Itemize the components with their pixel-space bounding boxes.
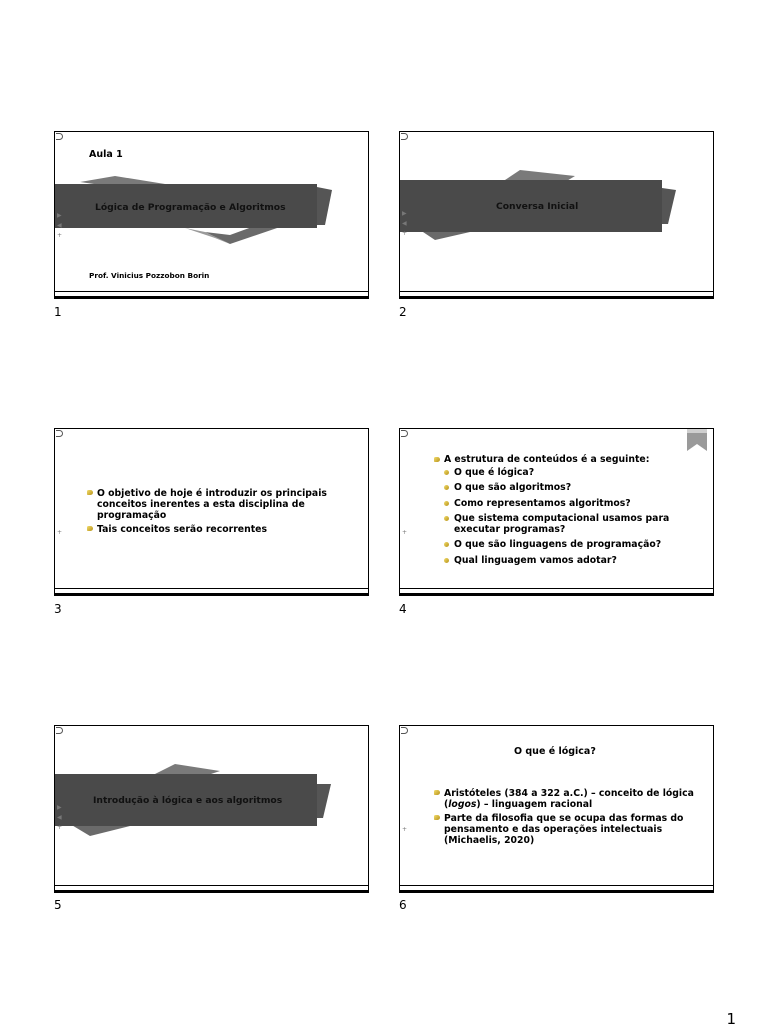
nav-mark-icon: + [402,826,408,833]
list-item: Como representamos algoritmos? [444,499,694,510]
list-item: Qual linguagem vamos adotar? [444,556,694,567]
banner-title: Conversa Inicial [496,201,579,212]
bullet-list [434,788,694,849]
bullet-icon [434,815,440,820]
bullet-icon [87,490,93,495]
bullet-icon [444,470,449,475]
bullet-icon [444,501,449,506]
nav-mark-icon: + [57,232,63,239]
nav-mark-icon: ▶ [402,210,407,217]
nav-mark-icon: + [57,529,63,536]
nav-mark-icon: ◀ [57,814,62,821]
bullet-list [87,488,337,538]
list-item: O que são linguagens de programação? [444,540,694,551]
slide-number: 1 [54,305,62,319]
list-item: O que é lógica? [444,468,694,479]
page-number: 1 [726,1010,736,1024]
slide-5 [54,725,369,893]
bullet-list [434,455,694,571]
banner-title: Lógica de Programação e Algoritmos [95,202,286,213]
list-item: Que sistema computacional usamos para executar programas? [444,514,684,535]
list-item: O objetivo de hoje é introduzir os principais conceitos inerentes a esta disciplina de programação [87,488,337,521]
list-item: O que são algoritmos? [444,483,694,494]
banner-graphic [400,132,714,299]
nav-mark-icon: ◀ [402,220,407,227]
bullet-icon [444,542,449,547]
slide-3 [54,428,369,596]
bullet-icon [87,526,93,531]
nav-mark-icon: + [57,824,63,831]
slide-2 [399,131,714,299]
list-item: A estrutura de conteúdos é a seguinte: [434,455,694,466]
corner-mark-icon [401,430,408,437]
bullet-icon [444,516,449,521]
banner-title: Introdução à lógica e aos algoritmos [93,795,283,806]
list-item: Parte da filosofia que se ocupa das formas do pensamento e das operações intelectuais (Michaelis, 2020) [434,813,694,846]
slide-heading: Aula 1 [89,149,123,160]
nav-mark-icon: ▶ [57,804,62,811]
author-name: Prof. Vinicius Pozzobon Borin [89,271,210,280]
nav-mark-icon: ▶ [57,212,62,219]
slide-6 [399,725,714,893]
slide-4 [399,428,714,596]
slide-1 [54,131,369,299]
bookmark-icon [687,429,707,451]
corner-mark-icon [401,727,408,734]
list-item: Aristóteles (384 a 322 a.C.) – conceito de lógica (logos) – linguagem racional [434,788,694,810]
list-item: Tais conceitos serão recorrentes [87,524,337,535]
slide-number: 6 [399,898,407,912]
nav-mark-icon: + [402,230,408,237]
nav-mark-icon: ◀ [57,222,62,229]
slide-number: 2 [399,305,407,319]
slide-number: 5 [54,898,62,912]
slide-number: 4 [399,602,407,616]
slide-number: 3 [54,602,62,616]
slide-title: O que é lógica? [514,746,596,757]
bullet-icon [444,485,449,490]
bullet-icon [434,790,440,795]
bullet-icon [434,457,440,462]
bullet-icon [444,558,449,563]
nav-mark-icon: + [402,529,408,536]
banner-graphic [55,726,369,893]
corner-mark-icon [56,430,63,437]
